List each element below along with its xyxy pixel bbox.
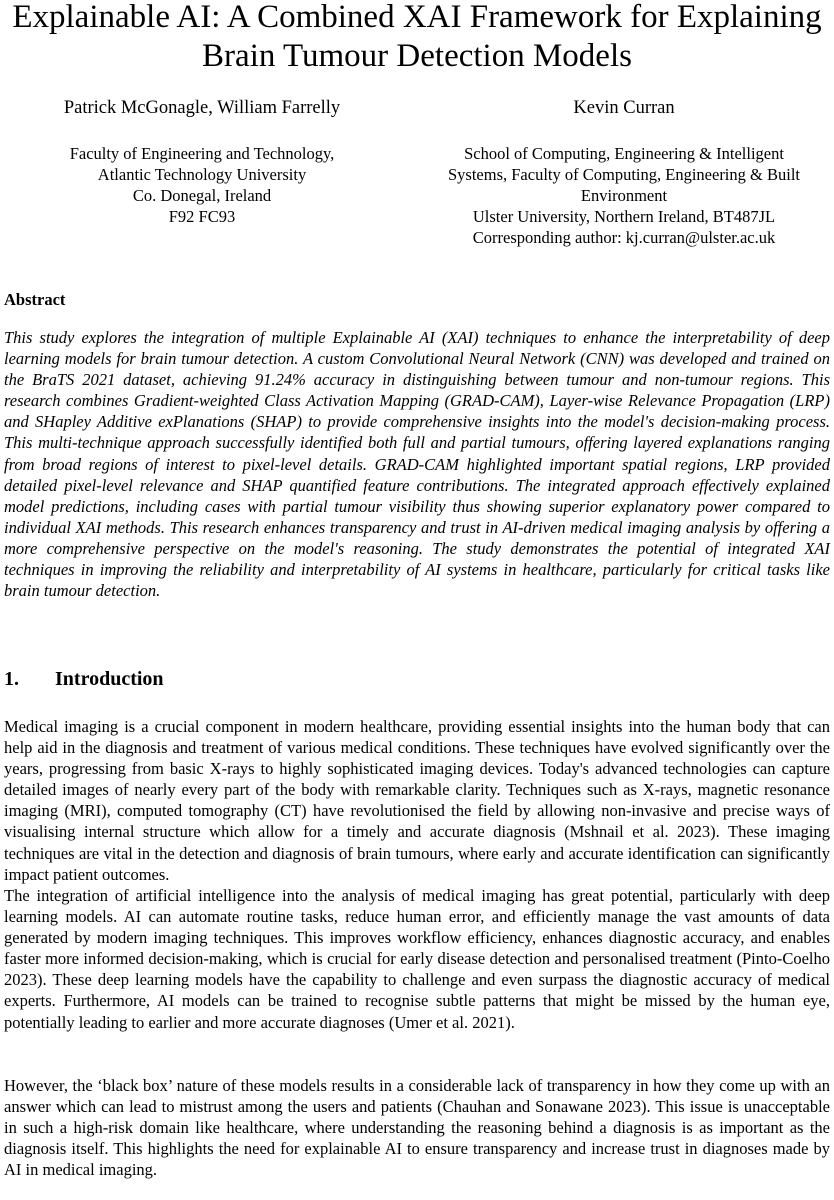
- intro-paragraph-1: Medical imaging is a crucial component in modern healthcare, providing essential insights into the human body that can help aid in the diagnosis and treatment of various medical conditions. These techniques have evolved significantly over the years, progressing from basic X-rays to highly sophisticated imaging devices. Today's advanced technologies can capture detailed images of nearly every part of the body with remarkable clarity. Techniques such as X-rays, magnetic resonance imaging (MRI), computed tomography (CT) have revolutionised the field by allowing non-invasive and precise ways of visualising internal structure which allow for a timely and accurate diagnosis (Mshnail et al. 2023). These imaging techniques are vital in the detection and diagnosis of brain tumours, where early and accurate identification can significantly impact patient outcomes.: [4, 717, 830, 884]
- affiliation-right: [414, 143, 834, 248]
- section-heading-introduction: [4, 668, 164, 691]
- corresponding-author: Corresponding author: kj.curran@ulster.ac.uk: [472, 228, 776, 247]
- affiliation-line: Environment: [580, 186, 668, 205]
- intro-paragraph-2: The integration of artificial intelligence into the analysis of medical imaging has great potential, particularly with deep learning models. AI can automate routine tasks, reduce human error, and efficiently manage the vast amounts of data generated by modern imaging techniques. This improves workflow efficiency, enhances diagnostic accuracy, and enables faster more informed decision-making, which is crucial for early disease detection and personalised treatment (Pinto-Coelho 2023). These deep learning models have the capability to challenge and even surpass the diagnostic accuracy of medical experts. Furthermore, AI models can be trained to recognise subtle patterns that might be missed by the human eye, potentially leading to earlier and more accurate diagnoses (Umer et al. 2021).: [4, 886, 830, 1032]
- author-names-left: Patrick McGonagle, William Farrelly: [63, 98, 341, 118]
- section-number: 1.: [4, 668, 19, 690]
- affiliation-line: Systems, Faculty of Computing, Engineering & Built: [448, 165, 800, 184]
- author-names-right: Kevin Curran: [573, 98, 675, 118]
- affiliation-line: F92 FC93: [168, 207, 236, 226]
- abstract-text: This study explores the integration of multiple Explainable AI (XAI) techniques to enhance the interpretability of deep learning models for brain tumour detection. A custom Convolutional Neural Network (CNN) was developed and trained on the BraTS 2021 dataset, achieving 91.24% accuracy in distinguishing between tumour and non-tumour regions. This research combines Gradient-weighted Class Activation Mapping (GRAD-CAM), Layer-wise Relevance Propagation (LRP) and SHapley Additive exPlanations (SHAP) to provide comprehensive insights into the model's decision-making process. This multi-technique approach successfully identified both full and partial tumours, offering layered explanations ranging from broad regions of interest to pixel-level details. GRAD-CAM highlighted important spatial regions, LRP provided detailed pixel-level relevance and SHAP quantified feature contributions. The integrated approach effectively explained model predictions, including cases with partial tumour visibility thus showing superior explanatory power compared to individual XAI methods. This research enhances transparency and trust in AI-driven medical imaging analysis by offering a more comprehensive perspective on the model's reasoning. The study demonstrates the potential of integrated XAI techniques in improving the reliability and interpretability of AI systems in healthcare, particularly for critical tasks like brain tumour detection.: [4, 328, 830, 601]
- affiliation-line: Co. Donegal, Ireland: [132, 186, 272, 205]
- section-title: Introduction: [55, 668, 164, 690]
- affiliation-line: School of Computing, Engineering & Intelligent: [464, 144, 784, 163]
- affiliation-line: Faculty of Engineering and Technology,: [69, 144, 335, 163]
- affiliation-line: Ulster University, Northern Ireland, BT487JL: [472, 207, 776, 226]
- paper-title: Explainable AI: A Combined XAI Framework for Explaining Brain Tumour Detection Models: [12, 0, 822, 74]
- abstract-heading: Abstract: [4, 290, 66, 309]
- affiliation-line: Atlantic Technology University: [97, 165, 307, 184]
- intro-paragraph-3: However, the ‘black box’ nature of these models results in a considerable lack of transparency in how they come up with an answer which can lead to mistrust among the users and patients (Chauhan and Sonawane 2023). This issue is unacceptable in such a high-risk domain like healthcare, where understanding the reasoning behind a diagnosis is as important as the diagnosis itself. This highlights the need for explainable AI to ensure transparency and increase trust in diagnoses made by AI in medical imaging.: [4, 1076, 830, 1180]
- affiliation-left: [0, 143, 404, 227]
